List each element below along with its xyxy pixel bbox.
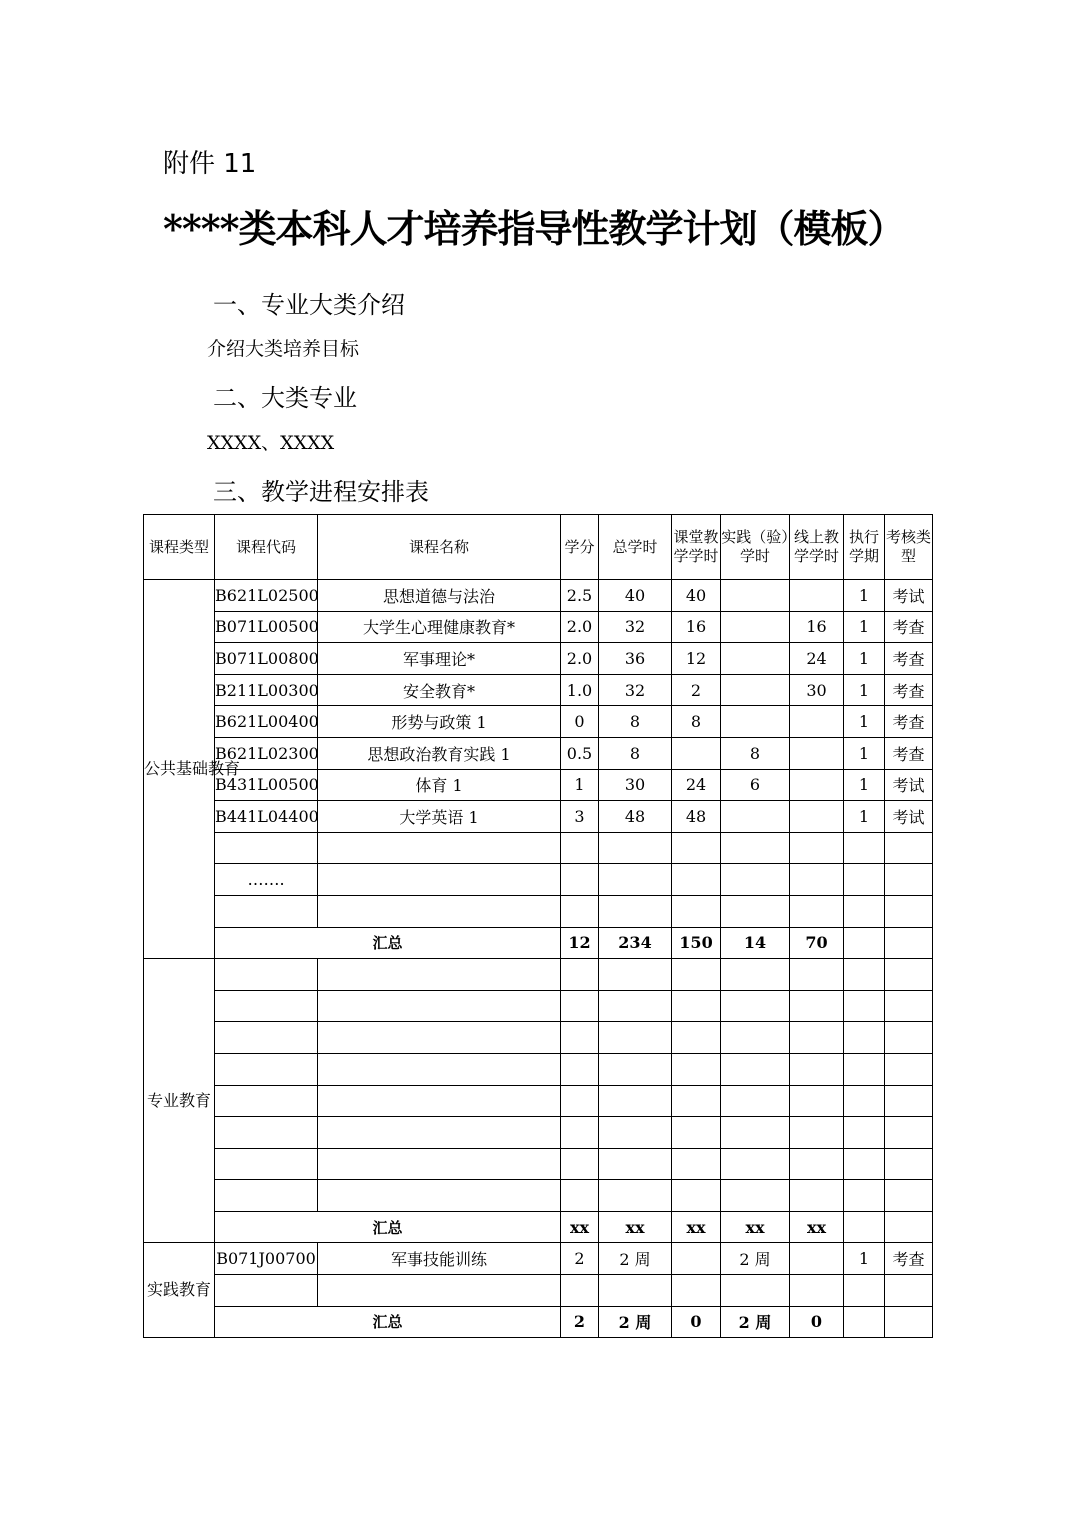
summary-semester-cell xyxy=(844,1211,885,1243)
semester-cell: 1 xyxy=(844,1243,885,1275)
attachment-label: 附件 11 xyxy=(163,149,257,179)
course-name-cell: 军事理论* xyxy=(318,643,561,675)
course-code-cell: B211L00300 xyxy=(215,674,318,706)
online-hours-cell xyxy=(790,1275,844,1307)
course-code-cell xyxy=(215,1053,318,1085)
practice-hours-cell: 2 周 xyxy=(721,1243,790,1275)
summary-online-cell: 70 xyxy=(790,927,844,959)
class-hours-cell: 2 xyxy=(672,674,721,706)
total-hours-cell: 36 xyxy=(599,643,672,675)
credits-cell xyxy=(561,832,599,864)
table-header-row xyxy=(144,515,933,580)
total-hours-cell xyxy=(599,1180,672,1212)
online-hours-cell xyxy=(790,832,844,864)
table-row xyxy=(144,832,933,864)
credits-cell xyxy=(561,1148,599,1180)
header-semester: 执行学期 xyxy=(844,515,885,580)
credits-cell xyxy=(561,1275,599,1307)
credits-cell: 1 xyxy=(561,769,599,801)
table-row xyxy=(144,769,933,801)
table-row xyxy=(144,611,933,643)
assessment-cell: 考试 xyxy=(885,801,933,833)
credits-cell xyxy=(561,1022,599,1054)
credits-cell: 1.0 xyxy=(561,674,599,706)
course-name-cell xyxy=(318,959,561,991)
total-hours-cell: 30 xyxy=(599,769,672,801)
summary-label: 汇总 xyxy=(215,1306,561,1338)
table-row xyxy=(144,1117,933,1149)
course-name-cell xyxy=(318,990,561,1022)
course-name-cell xyxy=(318,1275,561,1307)
practice-hours-cell xyxy=(721,1275,790,1307)
course-code-cell: B071J00700 xyxy=(215,1243,318,1275)
course-code-cell: B621L02500 xyxy=(215,580,318,612)
assessment-cell xyxy=(885,895,933,927)
class-hours-cell: 16 xyxy=(672,611,721,643)
total-hours-cell xyxy=(599,959,672,991)
assessment-cell xyxy=(885,1275,933,1307)
semester-cell xyxy=(844,1022,885,1054)
class-hours-cell xyxy=(672,1148,721,1180)
assessment-cell xyxy=(885,1180,933,1212)
summary-assessment-cell xyxy=(885,927,933,959)
online-hours-cell xyxy=(790,895,844,927)
course-code-cell: B441L04400 xyxy=(215,801,318,833)
header-online-hours: 线上教学学时 xyxy=(790,515,844,580)
table-row xyxy=(144,737,933,769)
practice-hours-cell xyxy=(721,580,790,612)
semester-cell: 1 xyxy=(844,580,885,612)
course-name-cell: 思想道德与法治 xyxy=(318,580,561,612)
online-hours-cell xyxy=(790,580,844,612)
summary-credits-cell: 12 xyxy=(561,927,599,959)
section-text-majors: XXXX、XXXX xyxy=(207,432,335,454)
semester-cell xyxy=(844,832,885,864)
table-row xyxy=(144,674,933,706)
summary-row xyxy=(144,1211,933,1243)
practice-hours-cell xyxy=(721,832,790,864)
course-name-cell: 形势与政策 1 xyxy=(318,706,561,738)
practice-hours-cell xyxy=(721,706,790,738)
header-class-hours: 课堂教学学时 xyxy=(672,515,721,580)
total-hours-cell: 48 xyxy=(599,801,672,833)
online-hours-cell xyxy=(790,959,844,991)
total-hours-cell xyxy=(599,832,672,864)
summary-semester-cell xyxy=(844,927,885,959)
summary-practice-cell: 2 周 xyxy=(721,1306,790,1338)
summary-online-cell: 0 xyxy=(790,1306,844,1338)
course-name-cell xyxy=(318,1148,561,1180)
table-row xyxy=(144,1085,933,1117)
credits-cell: 0 xyxy=(561,706,599,738)
class-hours-cell: 40 xyxy=(672,580,721,612)
total-hours-cell xyxy=(599,1085,672,1117)
table-row xyxy=(144,643,933,675)
practice-hours-cell xyxy=(721,1117,790,1149)
online-hours-cell xyxy=(790,1022,844,1054)
credits-cell xyxy=(561,895,599,927)
course-code-cell: B431L00500 xyxy=(215,769,318,801)
table-row xyxy=(144,959,933,991)
summary-row xyxy=(144,927,933,959)
course-name-cell xyxy=(318,895,561,927)
course-name-cell xyxy=(318,1085,561,1117)
practice-hours-cell xyxy=(721,801,790,833)
class-hours-cell: 12 xyxy=(672,643,721,675)
class-hours-cell xyxy=(672,1022,721,1054)
assessment-cell: 考查 xyxy=(885,611,933,643)
course-code-cell xyxy=(215,1148,318,1180)
summary-semester-cell xyxy=(844,1306,885,1338)
credits-cell xyxy=(561,990,599,1022)
summary-label: 汇总 xyxy=(215,1211,561,1243)
online-hours-cell xyxy=(790,1243,844,1275)
practice-hours-cell: 6 xyxy=(721,769,790,801)
table-row xyxy=(144,580,933,612)
table-row xyxy=(144,864,933,896)
summary-class-cell: xx xyxy=(672,1211,721,1243)
semester-cell: 1 xyxy=(844,674,885,706)
class-hours-cell: 48 xyxy=(672,801,721,833)
semester-cell: 1 xyxy=(844,769,885,801)
assessment-cell: 考查 xyxy=(885,674,933,706)
course-code-cell: B621L02300 xyxy=(215,737,318,769)
assessment-cell xyxy=(885,959,933,991)
course-code-cell: B071L00800 xyxy=(215,643,318,675)
online-hours-cell xyxy=(790,1180,844,1212)
online-hours-cell: 16 xyxy=(790,611,844,643)
online-hours-cell xyxy=(790,1117,844,1149)
semester-cell: 1 xyxy=(844,737,885,769)
semester-cell xyxy=(844,1275,885,1307)
credits-cell: 2.5 xyxy=(561,580,599,612)
table-row xyxy=(144,1180,933,1212)
semester-cell xyxy=(844,1053,885,1085)
summary-row xyxy=(144,1306,933,1338)
assessment-cell xyxy=(885,1148,933,1180)
credits-cell xyxy=(561,959,599,991)
practice-hours-cell xyxy=(721,1148,790,1180)
section-heading-major-intro: 一、专业大类介绍 xyxy=(213,291,405,319)
course-name-cell xyxy=(318,1117,561,1149)
practice-hours-cell xyxy=(721,959,790,991)
course-name-cell xyxy=(318,832,561,864)
semester-cell: 1 xyxy=(844,801,885,833)
summary-total-cell: xx xyxy=(599,1211,672,1243)
credits-cell xyxy=(561,1180,599,1212)
assessment-cell: 考试 xyxy=(885,769,933,801)
total-hours-cell: 32 xyxy=(599,674,672,706)
total-hours-cell: 32 xyxy=(599,611,672,643)
online-hours-cell xyxy=(790,801,844,833)
summary-online-cell: xx xyxy=(790,1211,844,1243)
summary-total-cell: 2 周 xyxy=(599,1306,672,1338)
summary-label: 汇总 xyxy=(215,927,561,959)
practice-hours-cell xyxy=(721,674,790,706)
summary-class-cell: 150 xyxy=(672,927,721,959)
course-code-cell xyxy=(215,832,318,864)
header-practice-hours: 实践（验）学时 xyxy=(721,515,790,580)
course-code-cell xyxy=(215,1085,318,1117)
assessment-cell xyxy=(885,1117,933,1149)
class-hours-cell: 8 xyxy=(672,706,721,738)
credits-cell xyxy=(561,864,599,896)
practice-hours-cell xyxy=(721,643,790,675)
table-row xyxy=(144,1148,933,1180)
summary-class-cell: 0 xyxy=(672,1306,721,1338)
semester-cell xyxy=(844,1085,885,1117)
assessment-cell xyxy=(885,1085,933,1117)
practice-hours-cell xyxy=(721,1022,790,1054)
online-hours-cell xyxy=(790,1053,844,1085)
online-hours-cell xyxy=(790,864,844,896)
online-hours-cell xyxy=(790,1085,844,1117)
online-hours-cell xyxy=(790,1148,844,1180)
table-row xyxy=(144,1275,933,1307)
practice-hours-cell xyxy=(721,1053,790,1085)
total-hours-cell xyxy=(599,864,672,896)
category-cell: 实践教育 xyxy=(144,1243,215,1338)
course-code-cell xyxy=(215,990,318,1022)
summary-practice-cell: 14 xyxy=(721,927,790,959)
course-name-cell: 大学生心理健康教育* xyxy=(318,611,561,643)
total-hours-cell xyxy=(599,990,672,1022)
course-name-cell xyxy=(318,1180,561,1212)
practice-hours-cell xyxy=(721,1180,790,1212)
assessment-cell: 考查 xyxy=(885,737,933,769)
table-row xyxy=(144,1022,933,1054)
course-name-cell xyxy=(318,864,561,896)
assessment-cell xyxy=(885,864,933,896)
semester-cell: 1 xyxy=(844,706,885,738)
assessment-cell: 考试 xyxy=(885,580,933,612)
semester-cell xyxy=(844,959,885,991)
summary-total-cell: 234 xyxy=(599,927,672,959)
header-name: 课程名称 xyxy=(318,515,561,580)
semester-cell xyxy=(844,864,885,896)
teaching-schedule-table xyxy=(143,514,933,1338)
practice-hours-cell xyxy=(721,1085,790,1117)
section-heading-schedule: 三、教学进程安排表 xyxy=(213,478,429,506)
semester-cell xyxy=(844,1180,885,1212)
practice-hours-cell xyxy=(721,611,790,643)
credits-cell: 2.0 xyxy=(561,643,599,675)
header-code: 课程代码 xyxy=(215,515,318,580)
course-name-cell: 军事技能训练 xyxy=(318,1243,561,1275)
assessment-cell xyxy=(885,990,933,1022)
credits-cell: 2.0 xyxy=(561,611,599,643)
assessment-cell: 考查 xyxy=(885,643,933,675)
credits-cell: 2 xyxy=(561,1243,599,1275)
header-assessment: 考核类型 xyxy=(885,515,933,580)
online-hours-cell: 24 xyxy=(790,643,844,675)
practice-hours-cell xyxy=(721,864,790,896)
total-hours-cell xyxy=(599,1117,672,1149)
assessment-cell xyxy=(885,1053,933,1085)
table-row xyxy=(144,706,933,738)
course-code-cell: B621L00400 xyxy=(215,706,318,738)
class-hours-cell xyxy=(672,1180,721,1212)
class-hours-cell xyxy=(672,1085,721,1117)
assessment-cell: 考查 xyxy=(885,706,933,738)
semester-cell xyxy=(844,1148,885,1180)
summary-practice-cell: xx xyxy=(721,1211,790,1243)
online-hours-cell xyxy=(790,769,844,801)
summary-assessment-cell xyxy=(885,1211,933,1243)
practice-hours-cell xyxy=(721,895,790,927)
online-hours-cell xyxy=(790,706,844,738)
total-hours-cell: 40 xyxy=(599,580,672,612)
table-row xyxy=(144,895,933,927)
summary-assessment-cell xyxy=(885,1306,933,1338)
semester-cell xyxy=(844,895,885,927)
course-code-cell xyxy=(215,1275,318,1307)
table-row xyxy=(144,990,933,1022)
course-code-cell: B071L00500 xyxy=(215,611,318,643)
course-name-cell: 体育 1 xyxy=(318,769,561,801)
category-cell: 公共基础教育 xyxy=(144,580,215,959)
online-hours-cell: 30 xyxy=(790,674,844,706)
class-hours-cell xyxy=(672,1243,721,1275)
class-hours-cell xyxy=(672,864,721,896)
table-row xyxy=(144,1243,933,1275)
total-hours-cell xyxy=(599,1022,672,1054)
table-row xyxy=(144,1053,933,1085)
total-hours-cell xyxy=(599,1053,672,1085)
credits-cell: 0.5 xyxy=(561,737,599,769)
category-cell: 专业教育 xyxy=(144,959,215,1243)
total-hours-cell xyxy=(599,1275,672,1307)
course-code-cell xyxy=(215,1022,318,1054)
summary-credits-cell: 2 xyxy=(561,1306,599,1338)
practice-hours-cell xyxy=(721,990,790,1022)
total-hours-cell xyxy=(599,1148,672,1180)
assessment-cell xyxy=(885,832,933,864)
semester-cell xyxy=(844,1117,885,1149)
online-hours-cell xyxy=(790,737,844,769)
course-code-cell xyxy=(215,895,318,927)
class-hours-cell xyxy=(672,959,721,991)
course-code-cell xyxy=(215,1117,318,1149)
course-name-cell: 思想政治教育实践 1 xyxy=(318,737,561,769)
class-hours-cell xyxy=(672,895,721,927)
credits-cell xyxy=(561,1117,599,1149)
document-title: ****类本科人才培养指导性教学计划（模板） xyxy=(163,206,905,251)
header-credits: 学分 xyxy=(561,515,599,580)
course-name-cell: 大学英语 1 xyxy=(318,801,561,833)
semester-cell xyxy=(844,990,885,1022)
header-category: 课程类型 xyxy=(144,515,215,580)
online-hours-cell xyxy=(790,990,844,1022)
assessment-cell xyxy=(885,1022,933,1054)
semester-cell: 1 xyxy=(844,643,885,675)
total-hours-cell: 2 周 xyxy=(599,1243,672,1275)
class-hours-cell xyxy=(672,1275,721,1307)
course-name-cell: 安全教育* xyxy=(318,674,561,706)
summary-credits-cell: xx xyxy=(561,1211,599,1243)
semester-cell: 1 xyxy=(844,611,885,643)
credits-cell: 3 xyxy=(561,801,599,833)
header-total-hours: 总学时 xyxy=(599,515,672,580)
course-code-cell xyxy=(215,959,318,991)
course-name-cell xyxy=(318,1022,561,1054)
class-hours-cell: 24 xyxy=(672,769,721,801)
total-hours-cell: 8 xyxy=(599,737,672,769)
class-hours-cell xyxy=(672,832,721,864)
class-hours-cell xyxy=(672,737,721,769)
section-text-major-intro: 介绍大类培养目标 xyxy=(207,338,360,360)
total-hours-cell: 8 xyxy=(599,706,672,738)
credits-cell xyxy=(561,1053,599,1085)
credits-cell xyxy=(561,1085,599,1117)
assessment-cell: 考查 xyxy=(885,1243,933,1275)
class-hours-cell xyxy=(672,1053,721,1085)
section-heading-majors: 二、大类专业 xyxy=(213,384,357,412)
class-hours-cell xyxy=(672,1117,721,1149)
course-code-cell xyxy=(215,1180,318,1212)
table-row xyxy=(144,801,933,833)
class-hours-cell xyxy=(672,990,721,1022)
practice-hours-cell: 8 xyxy=(721,737,790,769)
total-hours-cell xyxy=(599,895,672,927)
course-name-cell xyxy=(318,1053,561,1085)
course-code-cell: ……. xyxy=(215,864,318,896)
